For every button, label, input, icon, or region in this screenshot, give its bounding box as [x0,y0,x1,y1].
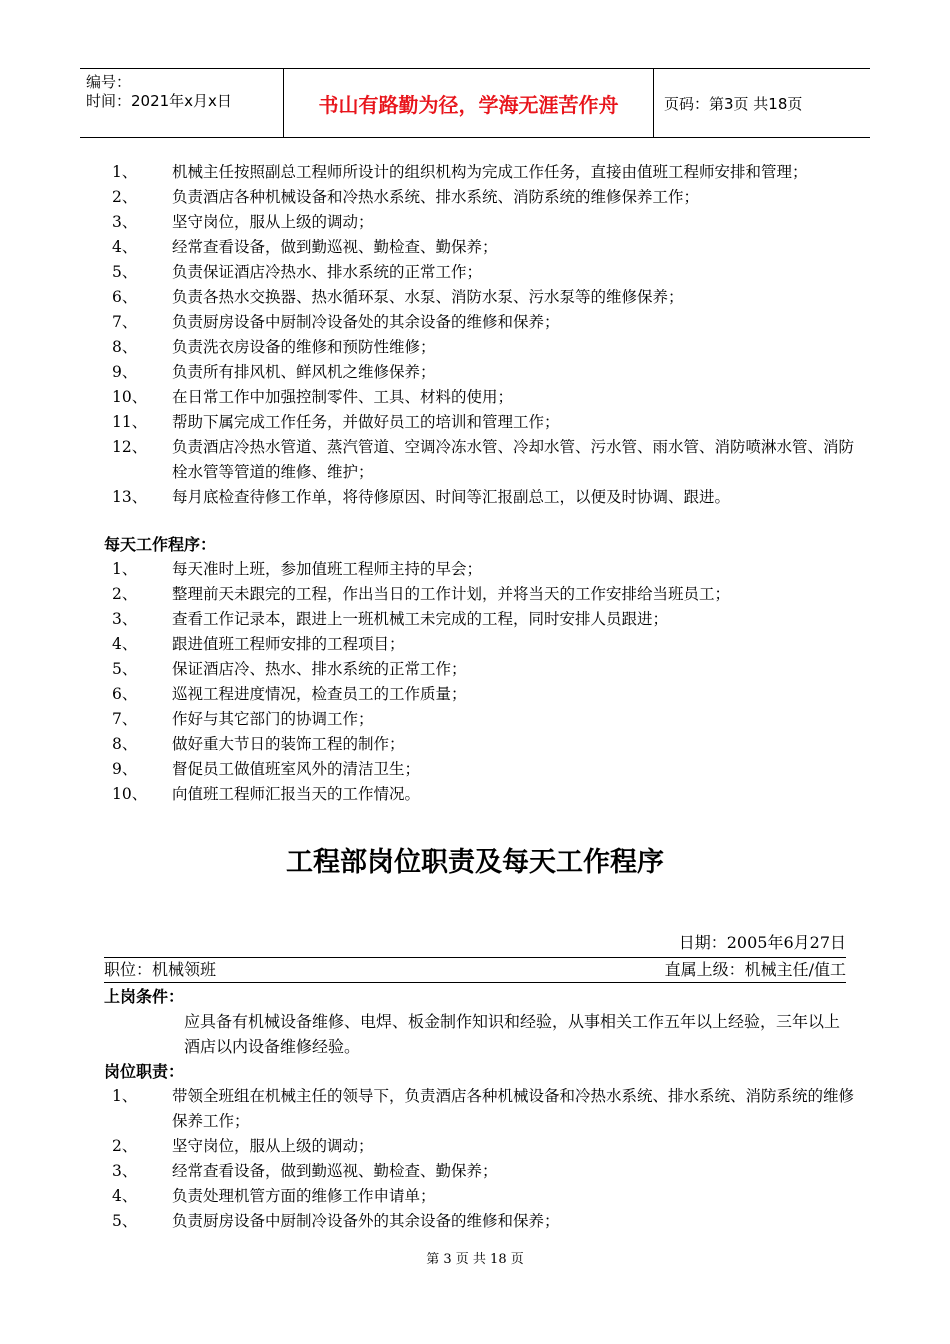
lower-content [104,984,864,1234]
list-item [104,160,864,185]
list-item-number: 2、 [112,1137,138,1155]
list-item-number: 3、 [112,1162,138,1180]
list-item-number: 2、 [112,585,138,603]
list-item-text: 坚守岗位，服从上级的调动； [172,1137,374,1155]
list-item-number: 3、 [112,610,138,628]
list-item-number: 13、 [112,488,148,506]
duties2-list [104,1084,864,1234]
list-item [104,260,864,285]
list-item-text: 负责酒店冷热水管道、蒸汽管道、空调冷冻水管、冷却水管、污水管、雨水管、消防喷淋水管、消防栓水管等管道的维修、维护； [172,438,855,481]
list-item-text: 查看工作记录本，跟进上一班机械工未完成的工程，同时安排人员跟进； [172,610,669,628]
list-item [104,1209,864,1234]
list-item [104,557,864,582]
position-row [104,957,846,983]
list-item [104,485,864,510]
list-item [104,757,864,782]
list-item-number: 1、 [112,1087,138,1105]
list-item [104,657,864,682]
list-item-text: 负责各热水交换器、热水循环泵、水泵、消防水泵、污水泵等的维修保养； [172,288,684,306]
list-item-text: 巡视工程进度情况，检查员工的工作质量； [172,685,467,703]
list-item-number: 6、 [112,685,138,703]
page-header [80,68,870,138]
list-item-number: 4、 [112,1187,138,1205]
list-item [104,235,864,260]
list-item [104,1134,864,1159]
list-item-text: 经常查看设备，做到勤巡视、勤检查、勤保养； [172,1162,498,1180]
list-item-number: 7、 [112,710,138,728]
number-label: 编号： [86,73,132,91]
list-item-text: 督促员工做值班室风外的清洁卫生； [172,760,421,778]
list-item [104,285,864,310]
list-item [104,782,864,807]
upper-content [104,160,864,807]
list-item-number: 2、 [112,188,138,206]
list-item-text: 负责酒店各种机械设备和冷热水系统、排水系统、消防系统的维修保养工作； [172,188,700,206]
list-item [104,410,864,435]
list-item-number: 9、 [112,363,138,381]
list-item-text: 跟进值班工程师安排的工程项目； [172,635,405,653]
list-item-text: 负责厨房设备中厨制冷设备处的其余设备的维修和保养； [172,313,560,331]
list-item-text: 负责处理机管方面的维修工作申请单； [172,1187,436,1205]
conditions-text: 应具备有机械设备维修、电焊、板金制作知识和经验，从事相关工作五年以上经验，三年以上酒店以内设备维修经验。 [184,1012,841,1056]
list-item [104,607,864,632]
header-motto: 书山有路勤为径，学海无涯苦作舟 [284,69,654,137]
list-item-text: 向值班工程师汇报当天的工作情况。 [172,785,421,803]
time-label: 时间：2021年x月x日 [86,92,232,110]
list-item [104,1184,864,1209]
list-item-text: 每月底检查待修工作单，将待修原因、时间等汇报副总工，以便及时协调、跟进。 [172,488,731,506]
list-item-text: 经常查看设备，做到勤巡视、勤检查、勤保养； [172,238,498,256]
list-item-number: 9、 [112,760,138,778]
list-item-number: 1、 [112,560,138,578]
list-item [104,582,864,607]
list-item-text: 每天准时上班，参加值班工程师主持的早会； [172,560,483,578]
page-footer: 第 3 页 共 18 页 [426,1252,524,1267]
date-line: 日期：2005年6月27日 [678,933,846,952]
header-meta [80,69,284,137]
daily-heading: 每天工作程序： [104,535,217,554]
list-item-number: 10、 [112,785,148,803]
list-item [104,1084,864,1134]
list-item [104,707,864,732]
list-item-number: 11、 [112,413,148,431]
list-item-text: 做好重大节日的装饰工程的制作； [172,735,405,753]
list-item [104,1159,864,1184]
list-item-text: 作好与其它部门的协调工作； [172,710,374,728]
list-item-number: 8、 [112,338,138,356]
list-item-number: 5、 [112,263,138,281]
document-title: 工程部岗位职责及每天工作程序 [286,847,664,878]
list-item-number: 12、 [112,438,148,456]
list-item [104,335,864,360]
list-item-text: 负责厨房设备中厨制冷设备外的其余设备的维修和保养； [172,1212,560,1230]
list-item-text: 带领全班组在机械主任的领导下，负责酒店各种机械设备和冷热水系统、排水系统、消防系统的维修保养工作； [172,1087,855,1130]
list-item-text: 负责所有排风机、鲜风机之维修保养； [172,363,436,381]
list-item-text: 整理前天未跟完的工程，作出当日的工作计划，并将当天的工作安排给当班员工； [172,585,731,603]
duties-list [104,160,864,510]
list-item-number: 1、 [112,163,138,181]
list-item-text: 负责保证酒店冷热水、排水系统的正常工作； [172,263,483,281]
list-item-text: 帮助下属完成工作任务，并做好员工的培训和管理工作； [172,413,560,431]
list-item-number: 10、 [112,388,148,406]
list-item-text: 坚守岗位，服从上级的调动； [172,213,374,231]
superior-label: 直属上级：机械主任/值工 [664,960,846,979]
daily-list [104,557,864,807]
list-item-text: 机械主任按照副总工程师所设计的组织机构为完成工作任务，直接由值班工程师安排和管理； [172,163,808,181]
list-item-text: 保证酒店冷、热水、排水系统的正常工作； [172,660,467,678]
list-item-number: 4、 [112,635,138,653]
list-item-number: 8、 [112,735,138,753]
list-item-number: 3、 [112,213,138,231]
list-item [104,682,864,707]
list-item [104,435,864,485]
list-item [104,632,864,657]
list-item [104,210,864,235]
list-item [104,185,864,210]
header-page-info: 页码：第3页 共18页 [664,94,803,113]
list-item-number: 5、 [112,1212,138,1230]
list-item [104,360,864,385]
list-item-number: 7、 [112,313,138,331]
list-item-number: 5、 [112,660,138,678]
list-item-number: 6、 [112,288,138,306]
list-item-text: 负责洗衣房设备的维修和预防性维修； [172,338,436,356]
position-label: 职位：机械领班 [104,960,217,979]
list-item [104,310,864,335]
list-item [104,385,864,410]
list-item-number: 4、 [112,238,138,256]
list-item-text: 在日常工作中加强控制零件、工具、材料的使用； [172,388,514,406]
conditions-heading: 上岗条件： [104,987,185,1006]
list-item [104,732,864,757]
duties-heading: 岗位职责： [104,1062,185,1081]
